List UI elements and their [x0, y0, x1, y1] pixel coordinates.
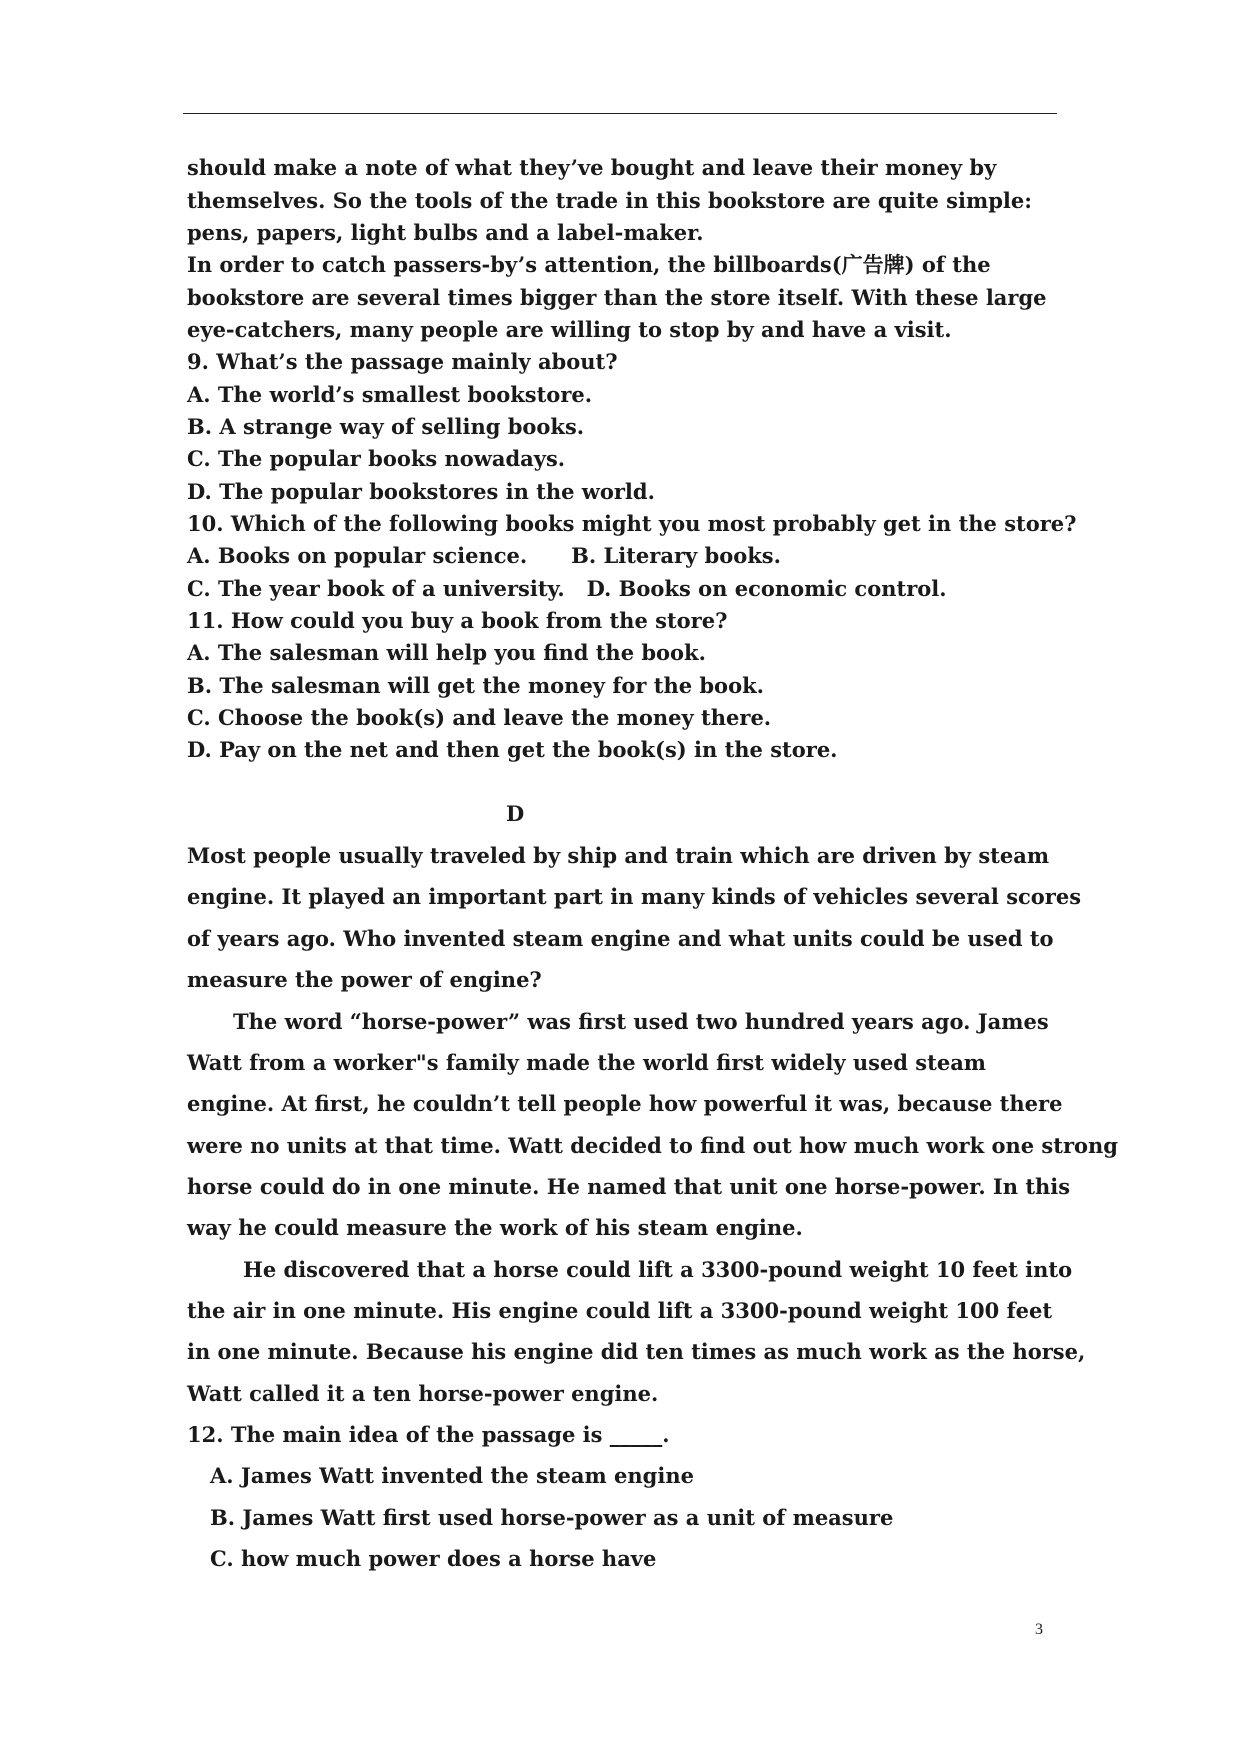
question-11-option: A. The salesman will help you find the book. — [187, 640, 706, 665]
question-9-option: C. The popular books nowadays. — [187, 446, 566, 471]
passage-c-line: pens, papers, light bulbs and a label-maker. — [187, 220, 704, 245]
question-11-option: C. Choose the book(s) and leave the money there. — [187, 705, 772, 730]
passage-d-line: were no units at that time. Watt decided to find out how much work one strong — [187, 1133, 1118, 1158]
section-heading: D — [506, 801, 525, 826]
header-rule — [183, 113, 1057, 114]
passage-d-line: engine. At first, he couldn’t tell people how powerful it was, because there — [187, 1091, 1063, 1116]
passage-d-line: the air in one minute. His engine could lift a 3300-pound weight 100 feet — [187, 1298, 1053, 1323]
passage-d-line: measure the power of engine? — [187, 967, 542, 992]
passage-c-line: themselves. So the tools of the trade in this bookstore are quite simple: — [187, 188, 1032, 213]
question-12-option: C. how much power does a horse have — [210, 1546, 657, 1571]
question-9: 9. What’s the passage mainly about? — [187, 349, 618, 374]
question-9-option: A. The world’s smallest bookstore. — [187, 382, 593, 407]
page-number: 3 — [1035, 1621, 1043, 1638]
question-12-option: B. James Watt first used horse-power as a unit of measure — [210, 1505, 894, 1530]
passage-d-line: of years ago. Who invented steam engine and what units could be used to — [187, 926, 1054, 951]
passage-c-line: In order to catch passers-by’s attention, the billboards(广告牌) of the — [187, 252, 991, 277]
passage-d-line: Watt from a worker"s family made the world first widely used steam — [187, 1050, 987, 1075]
passage-d-line: The word “horse-power” was first used two hundred years ago. James — [233, 1009, 1049, 1034]
question-9-option: D. The popular bookstores in the world. — [187, 479, 655, 504]
question-12-option: A. James Watt invented the steam engine — [210, 1463, 694, 1488]
question-11-option: D. Pay on the net and then get the book(s) in the store. — [187, 737, 838, 762]
question-10: 10. Which of the following books might you most probably get in the store? — [187, 511, 1077, 536]
passage-d-line: way he could measure the work of his steam engine. — [187, 1215, 803, 1240]
passage-c-line: eye-catchers, many people are willing to stop by and have a visit. — [187, 317, 952, 342]
passage-d-line: horse could do in one minute. He named that unit one horse-power. In this — [187, 1174, 1071, 1199]
passage-c-line: bookstore are several times bigger than the store itself. With these large — [187, 285, 1047, 310]
passage-d-line: He discovered that a horse could lift a 3300-pound weight 10 feet into — [243, 1257, 1073, 1282]
question-11: 11. How could you buy a book from the store? — [187, 608, 728, 633]
passage-d-line: in one minute. Because his engine did ten times as much work as the horse, — [187, 1339, 1086, 1364]
passage-c-line: should make a note of what they’ve bought and leave their money by — [187, 155, 997, 180]
question-10-option: C. The year book of a university. D. Books on economic control. — [187, 576, 947, 601]
question-9-option: B. A strange way of selling books. — [187, 414, 585, 439]
passage-d-line: Watt called it a ten horse-power engine. — [187, 1381, 659, 1406]
question-12: 12. The main idea of the passage is _____. — [187, 1422, 670, 1447]
passage-d-line: engine. It played an important part in many kinds of vehicles several scores — [187, 884, 1082, 909]
question-11-option: B. The salesman will get the money for the book. — [187, 673, 764, 698]
passage-d-line: Most people usually traveled by ship and train which are driven by steam — [187, 843, 1050, 868]
question-10-option: A. Books on popular science. B. Literary books. — [187, 543, 781, 568]
